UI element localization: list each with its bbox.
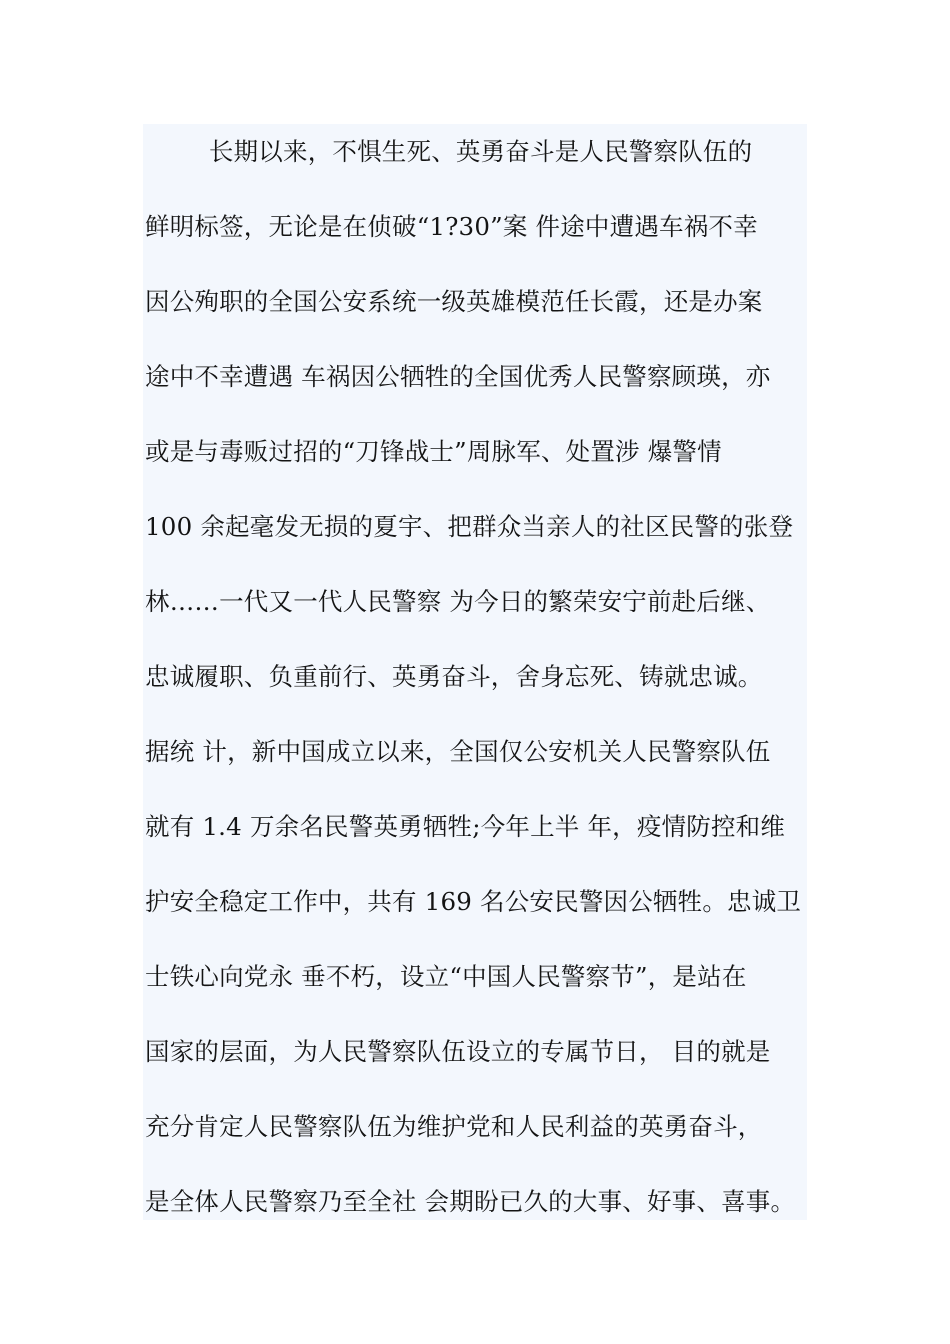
text-line-11: 护安全稳定工作中，共有 169 名公安民警因公牺牲。忠诚卫	[145, 887, 802, 916]
document-text-block	[143, 124, 807, 1220]
text-line-2: 鲜明标签，无论是在侦破“1?30”案 件途中遭遇车祸不幸	[145, 212, 758, 241]
text-line-7: 林……一代又一代人民警察 为今日的繁荣安宁前赴后继、	[145, 587, 771, 616]
text-line-3: 因公殉职的全国公安系统一级英雄模范任长霞，还是办案	[145, 287, 763, 316]
text-line-8: 忠诚履职、负重前行、英勇奋斗，舍身忘死、铸就忠诚。	[145, 662, 763, 691]
text-line-6: 100 余起毫发无损的夏宇、把群众当亲人的社区民警的张登	[145, 512, 794, 541]
text-line-5: 或是与毒贩过招的“刀锋战士”周脉军、处置涉 爆警情	[145, 437, 722, 466]
text-line-14: 充分肯定人民警察队伍为维护党和人民利益的英勇奋斗，	[145, 1112, 763, 1141]
text-line-4: 途中不幸遭遇 车祸因公牺牲的全国优秀人民警察顾瑛，亦	[145, 362, 771, 391]
text-line-10: 就有 1.4 万余名民警英勇牺牲;今年上半 年，疫情防控和维	[145, 812, 786, 841]
text-line-15: 是全体人民警察乃至全社 会期盼已久的大事、好事、喜事。	[145, 1187, 796, 1216]
text-line-1: 长期以来，不惧生死、英勇奋斗是人民警察队伍的	[145, 137, 753, 166]
text-line-13: 国家的层面，为人民警察队伍设立的专属节日， 目的就是	[145, 1037, 771, 1066]
text-line-12: 士铁心向党永 垂不朽，设立“中国人民警察节”，是站在	[145, 962, 747, 991]
text-line-9: 据统 计，新中国成立以来，全国仅公安机关人民警察队伍	[145, 737, 771, 766]
